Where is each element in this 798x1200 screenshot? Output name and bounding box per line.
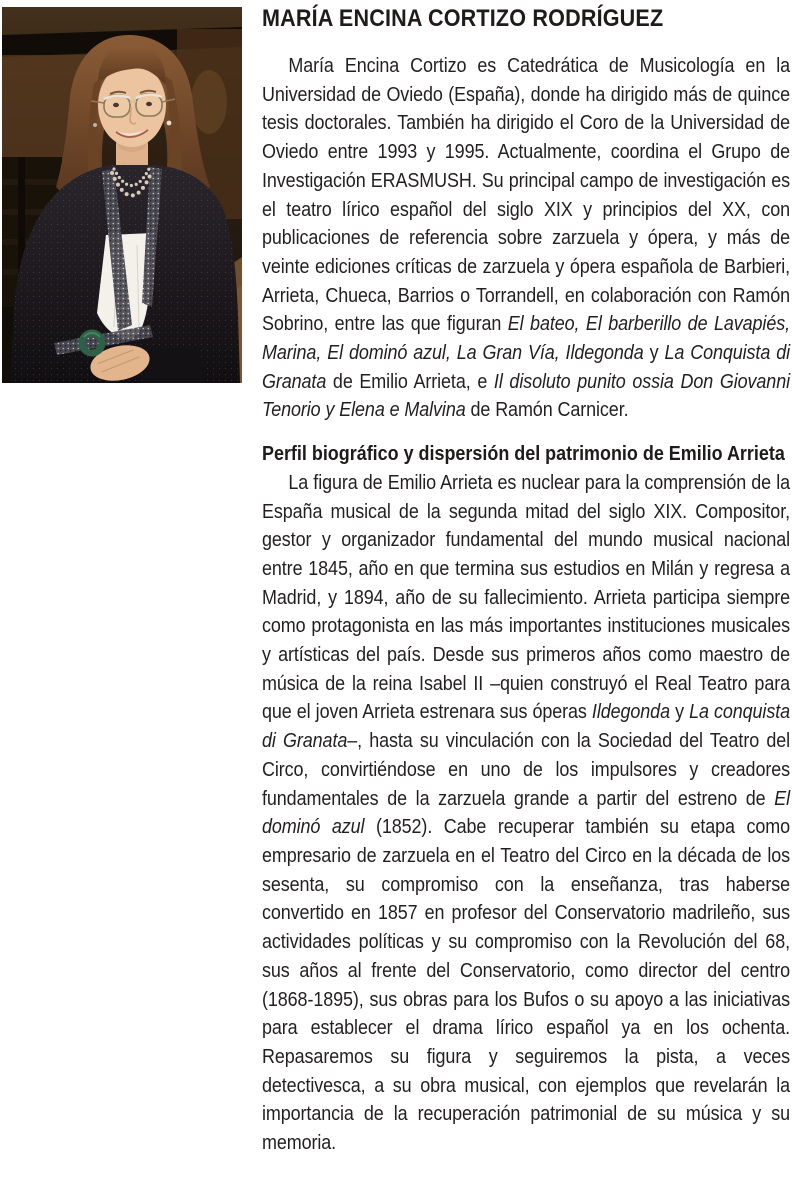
portrait-photo-illustration (2, 7, 242, 383)
bio-paragraph: María Encina Cortizo es Catedrática de Musicología en la Universidad de Oviedo (España), donde ha dirigido más de quince tesis doctorales. También ha dirigido el Coro de la Universidad de Oviedo entre 1993 y 1995. Actualmente, coordina el Grupo de Investigación ERASMUSH. Su principal campo de investigación es el teatro lírico español del siglo XIX y principios del XX, con publicaciones de referencia sobre zarzuela y ópera, y más de veinte ediciones críticas de zarzuela y ópera española de Barbieri, Arrieta, Chueca, Barrios o Torrandell, en colaboración con Ramón Sobrino, entre las que figuran El bateo, El barberillo de Lavapiés, Marina, El dominó azul, La Gran Vía, Ildegonda y La Conquista di Granata de Emilio Arrieta, e Il disoluto punito ossia Don Giovanni Tenorio y Elena e Malvina de Ramón Carnicer. (262, 55, 790, 422)
portrait-photo (2, 7, 242, 383)
section-paragraph: La figura de Emilio Arrieta es nuclear para la comprensión de la España musical de la segunda mitad del siglo XIX. Compositor, gestor y organizador fundamental del mundo musical nacional entre 1845, año en que termina sus estudios en Milán y regresa a Madrid, y 1894, año de su fallecimiento. Arrieta participa siempre como protagonista en las más importantes instituciones musicales y artísticas del país. Desde sus primeros años como maestro de música de la reina Isabel II –quien construyó el Real Teatro para que el joven Arrieta estrenara sus óperas Ildegonda y La conquista di Granata–, hasta su vinculación con la Sociedad del Teatro del Circo, convirtiéndose en uno de los impulsores y creadores fundamentales de la zarzuela grande a partir del estreno de El dominó azul (1852). Cabe recuperar también su etapa como empresario de zarzuela en el Teatro del Circo en la década de los sesenta, su compromiso con la enseñanza, tras haberse convertido en 1857 en profesor del Conservatorio madrileño, sus actividades políticas y su compromiso con la Revolución del 68, sus años al frente del Conservatorio, como director del centro (1868-1895), sus obras para los Bufos o su apoyo a las iniciativas para establecer el drama lírico español ya en los ochenta. Repasaremos su figura y seguiremos la pista, a veces detectivesca, a su obra musical, con ejemplos que revelarán la importancia de la recuperación patrimonial de su música y su memoria. (262, 471, 791, 1155)
text-column (262, 5, 790, 1158)
section-heading: Perfil biográfico y dispersión del patrimonio de Emilio Arrieta (262, 443, 785, 466)
page-title: MARÍA ENCINA CORTIZO RODRÍGUEZ (262, 5, 664, 32)
